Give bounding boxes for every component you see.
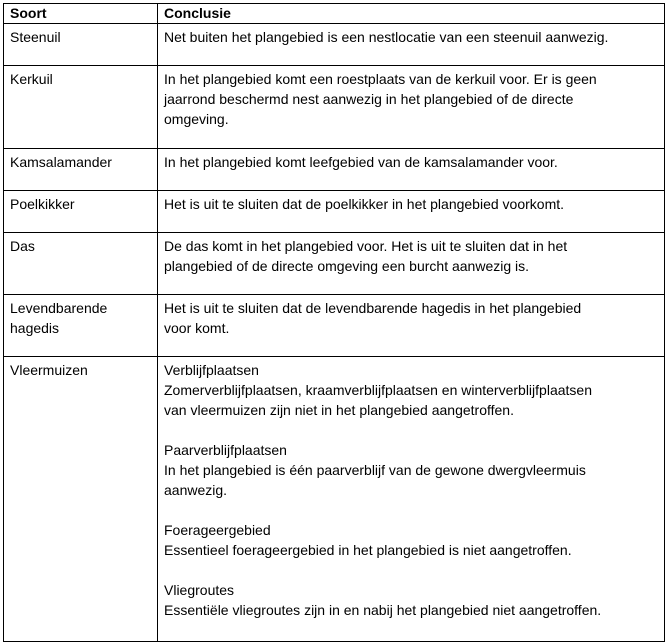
- cell-conclusie: Het is uit te sluiten dat de levendbarende hagedis in het plangebied voor komt.: [158, 295, 665, 357]
- table-row: [4, 295, 665, 357]
- cell-conclusie: In het plangebied komt leefgebied van de kamsalamander voor.: [158, 149, 665, 191]
- table-row: [4, 149, 665, 191]
- document-page: [3, 3, 664, 640]
- table-row: [4, 357, 665, 642]
- cell-conclusie: In het plangebied komt een roestplaats van de kerkuil voor. Er is geen jaarrond beschermd nest aanwezig in het plangebied of de directe omgeving.: [158, 66, 665, 149]
- table-row: [4, 191, 665, 233]
- header-conclusie: Conclusie: [158, 4, 665, 24]
- cell-conclusie: [158, 357, 665, 642]
- cell-soort: Das: [4, 233, 158, 295]
- paragraph-foerageergebied: Foerageergebied Essentieel foerageergebied in het plangebied is niet aangetroffen.: [164, 522, 572, 558]
- cell-soort: Vleermuizen: [4, 357, 158, 642]
- cell-soort: Poelkikker: [4, 191, 158, 233]
- table-row: [4, 233, 665, 295]
- paragraph-verblijfplaatsen: Verblijfplaatsen Zomerverblijfplaatsen, kraamverblijfplaatsen en winterverblijfplaatsen van vleermuizen zijn niet in het plangebied aangetroffen.: [164, 362, 592, 418]
- paragraph-paarverblijfplaatsen: Paarverblijfplaatsen In het plangebied is één paarverblijf van de gewone dwergvleermuis aanwezig.: [164, 442, 586, 498]
- species-conclusion-table: [3, 3, 665, 642]
- paragraph-vliegroutes: Vliegroutes Essentiële vliegroutes zijn in en nabij het plangebied niet aangetroffen.: [164, 582, 602, 618]
- cell-conclusie: De das komt in het plangebied voor. Het is uit te sluiten dat in het plangebied of de directe omgeving een burcht aanwezig is.: [158, 233, 665, 295]
- cell-soort: Kerkuil: [4, 66, 158, 149]
- table-row: [4, 24, 665, 66]
- header-soort: Soort: [4, 4, 158, 24]
- cell-soort: Steenuil: [4, 24, 158, 66]
- table-header-row: [4, 4, 665, 24]
- cell-soort: Levendbarende hagedis: [4, 295, 158, 357]
- cell-soort: Kamsalamander: [4, 149, 158, 191]
- cell-conclusie: Het is uit te sluiten dat de poelkikker in het plangebied voorkomt.: [158, 191, 665, 233]
- table-row: [4, 66, 665, 149]
- cell-conclusie: Net buiten het plangebied is een nestlocatie van een steenuil aanwezig.: [158, 24, 665, 66]
